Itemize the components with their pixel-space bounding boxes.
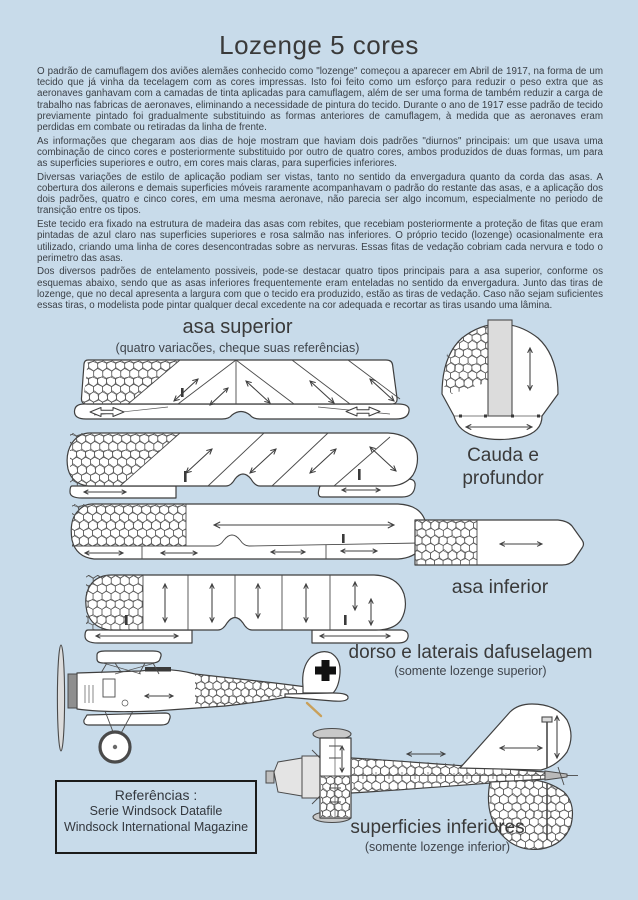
section-subtitle-asa-superior: (quatro variacões, cheque suas referências) — [115, 341, 360, 355]
paragraph: As informações que chegaram aos dias de hoje mostram que haviam dois padrões "diurnos" principais: um que usava uma combinação de cinco cores e posteriormente substituido por outro de quatro cores, ambos produzidos de duas formas, um para as superficies superiores e outro, em cores mais claras, para superficies inferiores. — [37, 135, 603, 170]
reference-item: Windsock International Magazine — [63, 820, 249, 834]
upper-wing-diagram-2 — [58, 429, 430, 505]
references-title: Referências : — [114, 787, 198, 803]
upper-wing-diagram-1 — [70, 355, 412, 427]
page-title: Lozenge 5 cores — [219, 30, 419, 60]
nose-cone — [274, 758, 302, 796]
iron-cross-icon — [315, 667, 336, 675]
section-title-dorso: dorso e laterais dafuselagem — [348, 642, 593, 663]
forward-fuselage — [302, 756, 320, 798]
section-title-asa-superior: asa superior — [182, 316, 293, 338]
paragraph: Dos diversos padrões de entelamento possiveis, pode-se destacar quatro tipos principais para a asa superior, conforme os esquemas abaixo, sendo que as asas inferiores frequentemente eram enteladas no sentido da envergadura. Junto das tiras de lozenge, que no decal apresenta a largura com que o tecido era produzido, estão as tiras de vedação. Caso não sejam suficientes essas tiras, o modelista pode pintar qualquer decal excedente na cor adequada e recortar as tiras usando uma lâmina. — [37, 266, 603, 312]
references-box — [55, 780, 257, 854]
tail-elevator-diagram — [438, 316, 568, 450]
nose-cap — [266, 771, 274, 783]
upper-wing-diagram-4 — [72, 570, 434, 652]
section-title-cauda: Cauda e profundor — [462, 445, 544, 489]
upper-wing-diagram-3 — [64, 502, 436, 568]
section-title-asa-inferior: asa inferior — [451, 576, 549, 598]
section-subtitle-dorso: (somente lozenge superior) — [394, 664, 547, 678]
upper-stabilizer — [460, 704, 571, 770]
wing-outline — [81, 360, 397, 404]
top-wing — [97, 651, 161, 663]
section-subtitle-superficies: (somente lozenge inferior) — [364, 840, 511, 854]
paragraph: Este tecido era fixado na estrutura de madeira das asas com rebites, que recebiam posteriormente a proteção de fitas que eram pintadas de azul claro nas superficies superiores e rosa salmão nas inferiores. O próprio tecido (lozenge) ocasionalmente era utilizado, criando uma linha de cores desencontradas sobre as nervuras. Essas fitas de vedação cobriam cada nervura e todo o perimetro das asas. — [37, 219, 603, 264]
lower-wing — [84, 713, 170, 725]
reference-item: Serie Windsock Datafile — [89, 804, 223, 818]
lower-wing-diagram — [410, 514, 595, 574]
wing-outline — [86, 575, 406, 630]
propeller — [57, 645, 64, 751]
paragraph: Diversas variações de estilo de aplicação podiam ser vistas, tanto no sentido da envergadura quanto da corda das asas. A cobertura dos ailerons e demais superficies móveis raramente acompanhavam o padrão do restante das asas, e a aplicação dos dois padrões, quatro e cinco cores, em uma mesma aeronave, não parecia ser algo incomum, especialmente no periodo de transição entre os tipos. — [37, 171, 603, 217]
tail-fin — [488, 320, 512, 416]
intro-text — [37, 66, 603, 314]
paragraph: O padrão de camuflagem dos aviões alemães conhecido como "lozenge" começou a aparecer em Abril de 1917, na forma de um tecido que já vinha da tecelagem com as cores impressas. Isto foi feito como um esforço para reduzir o peso extra que as aeronaves ganhavam com a camadas de tinta aplicadas para camuflagem, além de ser uma forma de também reduzir a carga de trabalho nas fabricas de aeronaves, eliminando a necessidade de pintura do tecido. Durante o ano de 1917 esse padrão de tecido previamente pintado foi gradualmente substituindo as formas anteriores de camuflagem, à medida que as aeronaves eram perdidas em combate ou retiradas da linha de frente. — [37, 66, 603, 134]
radiator — [68, 674, 77, 708]
tail-cone — [545, 771, 567, 780]
section-title-superficies: superficies inferiores — [350, 817, 525, 838]
